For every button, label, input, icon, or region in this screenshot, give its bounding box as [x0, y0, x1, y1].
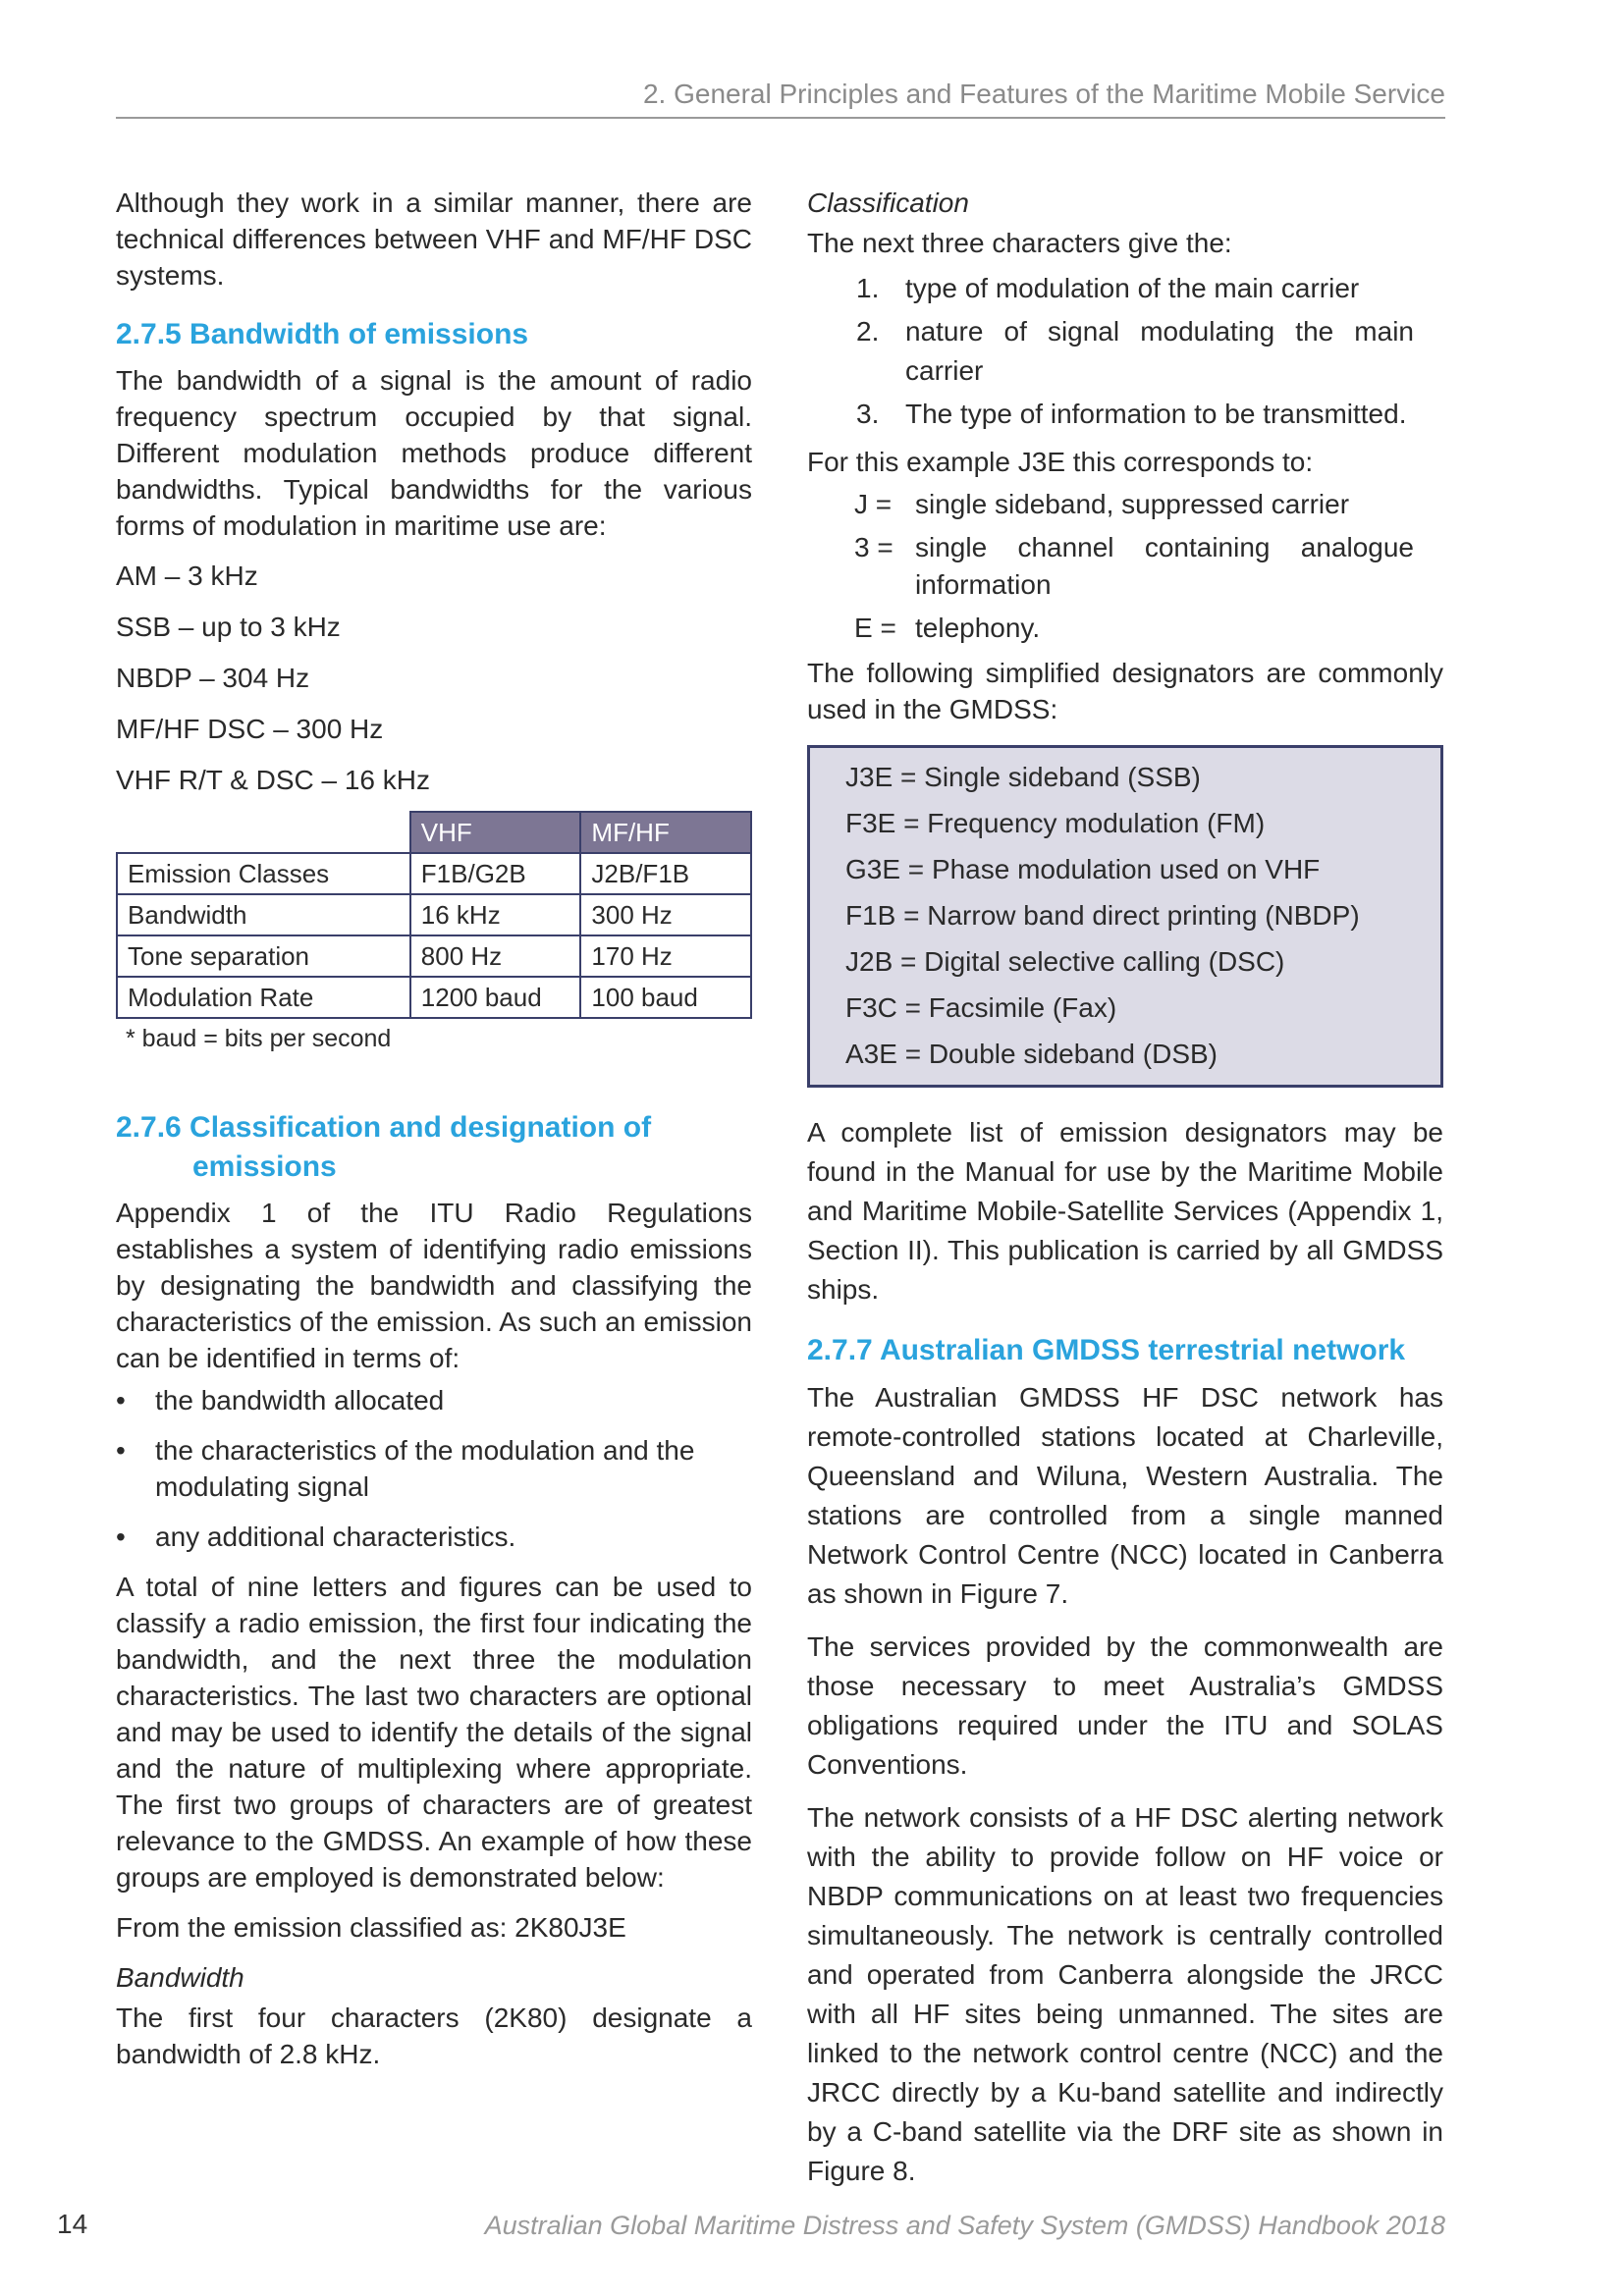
emission-table: [116, 811, 752, 1019]
list-item: [807, 610, 1443, 647]
designator-item: J3E = Single sideband (SSB): [845, 762, 1201, 792]
bullet-icon: •: [116, 1522, 126, 1552]
bullet-icon: •: [116, 1385, 126, 1415]
bandwidth-ssb: SSB – up to 3 kHz: [116, 612, 341, 642]
definition-text: single sideband, suppressed carrier: [915, 489, 1350, 519]
header-rule: [116, 117, 1445, 119]
classification-label: Classification: [807, 187, 969, 218]
list-item-text: any additional characteristics.: [155, 1522, 516, 1552]
example-intro: For this example J3E this corresponds to:: [807, 447, 1314, 477]
table-row: [117, 935, 751, 977]
list-item-text: the characteristics of the modulation and the modulating signal: [155, 1435, 695, 1502]
bandwidth-paragraph: The bandwidth of a signal is the amount of radio frequency spectrum occupied by that signal. Different modulation methods produce different bandwidths. Typical bandwidths for the various forms of modulation in maritime use are:: [116, 365, 752, 541]
example-emission: From the emission classified as: 2K80J3E: [116, 1912, 626, 1943]
table-row: [117, 853, 751, 894]
classification-list: [807, 269, 1443, 434]
classification-paragraph: Appendix 1 of the ITU Radio Regulations establishes a system of identifying radio emissions by designating the bandwidth and classifying the characteristics of the emission. As such an emission can be identified in terms of:: [116, 1198, 752, 1373]
network-paragraph-2: The services provided by the commonwealth are those necessary to meet Australia’s GMDSS obligations required under the ITU and SOLAS Conventions.: [807, 1631, 1443, 1780]
list-number: 1.: [856, 273, 880, 303]
section-2-7-6-heading: [116, 1108, 752, 1187]
designator-item: G3E = Phase modulation used on VHF: [845, 854, 1321, 884]
bandwidth-label: Bandwidth: [116, 1962, 244, 1993]
bullet-icon: •: [116, 1435, 126, 1466]
list-number: 2.: [856, 316, 880, 347]
list-item-text: The type of information to be transmitted.: [905, 399, 1407, 429]
table-cell: 100 baud: [580, 977, 751, 1018]
list-item: [807, 312, 1443, 391]
list-item: [807, 486, 1443, 523]
running-header: 2. General Principles and Features of the Maritime Mobile Service: [642, 79, 1445, 109]
definition-key: 3 =: [854, 532, 893, 562]
section-2-7-6-heading-line2: emissions: [192, 1150, 337, 1183]
table-cell: Emission Classes: [117, 853, 410, 894]
j3e-definitions: [807, 486, 1443, 647]
table-footnote: * baud = bits per second: [126, 1025, 392, 1052]
bandwidth-mfhf-dsc: MF/HF DSC – 300 Hz: [116, 714, 384, 744]
list-item: [807, 269, 1443, 308]
network-paragraph-1: The Australian GMDSS HF DSC network has remote-controlled stations located at Charleville, Queensland and Wiluna, Western Australia. The stations are controlled from a single manned Network Control Centre (NCC) located in Canberra as shown in Figure 7.: [807, 1382, 1443, 1609]
designator-item: J2B = Digital selective calling (DSC): [845, 946, 1285, 977]
table-row: [117, 894, 751, 935]
section-2-7-7-heading: 2.7.7 Australian GMDSS terrestrial network: [807, 1334, 1406, 1366]
designator-item: F3E = Frequency modulation (FM): [845, 808, 1266, 838]
table-header-mfhf: MF/HF: [580, 812, 751, 853]
bandwidth-nbdp: NBDP – 304 Hz: [116, 663, 310, 693]
definition-text: telephony.: [915, 613, 1041, 643]
table-cell: Tone separation: [117, 935, 410, 977]
page-number: 14: [57, 2209, 88, 2239]
network-paragraph-3: The network consists of a HF DSC alerting network with the ability to provide follow on HF voice or NBDP communications on at least two frequencies simultaneously. The network is centrally controlled and operated from Canberra alongside the JRCC with all HF sites being unmanned. The sites are linked to the network control centre (NCC) and the JRCC directly by a Ku-band satellite and indirectly by a C-band satellite via the DRF site as shown in Figure 8.: [807, 1802, 1443, 2186]
table-cell: Modulation Rate: [117, 977, 410, 1018]
definition-key: E =: [854, 613, 896, 643]
list-item-text: nature of signal modulating the main carrier: [905, 316, 1414, 386]
complete-list-paragraph: A complete list of emission designators may be found in the Manual for use by the Maritime Mobile and Maritime Mobile-Satellite Services (Appendix 1, Section II). This publication is carried by all GMDSS ships.: [807, 1117, 1443, 1305]
bandwidth-explanation: The first four characters (2K80) designate a bandwidth of 2.8 kHz.: [116, 2002, 752, 2069]
bandwidth-vhf: VHF R/T & DSC – 16 kHz: [116, 765, 431, 795]
definition-key: J =: [854, 489, 893, 519]
emission-terms-list: [116, 1382, 752, 1555]
table-corner-cell: [117, 812, 410, 853]
list-item-text: type of modulation of the main carrier: [905, 273, 1360, 303]
table-cell: 170 Hz: [580, 935, 751, 977]
table-row: [117, 977, 751, 1018]
designator-item: A3E = Double sideband (DSB): [845, 1039, 1218, 1069]
list-item: [807, 529, 1443, 604]
right-column: [807, 185, 1443, 2205]
designator-item: F3C = Facsimile (Fax): [845, 992, 1117, 1023]
section-2-7-5-heading: 2.7.5 Bandwidth of emissions: [116, 318, 529, 350]
table-cell: 16 kHz: [410, 894, 581, 935]
table-cell: J2B/F1B: [580, 853, 751, 894]
designators-box: [807, 745, 1443, 1088]
list-number: 3.: [856, 399, 880, 429]
nine-characters-paragraph: A total of nine letters and figures can be used to classify a radio emission, the first four indicating the bandwidth, and the next three the modulation characteristics. The last two characters are optional and may be used to identify the details of the signal and the nature of multiplexing where appropriate. The first two groups of characters are of greatest relevance to the GMDSS. An example of how these groups are employed is demonstrated below:: [116, 1572, 752, 1893]
list-item-text: the bandwidth allocated: [155, 1385, 445, 1415]
table-cell: 300 Hz: [580, 894, 751, 935]
left-column: [116, 185, 752, 2086]
list-item: [116, 1519, 752, 1555]
definition-text: single channel containing analogue information: [915, 532, 1414, 600]
designator-item: F1B = Narrow band direct printing (NBDP): [845, 900, 1360, 931]
designators-intro: The following simplified designators are commonly used in the GMDSS:: [807, 658, 1443, 724]
table-cell: F1B/G2B: [410, 853, 581, 894]
table-cell: 800 Hz: [410, 935, 581, 977]
footer-publication-title: Australian Global Maritime Distress and Safety System (GMDSS) Handbook 2018: [484, 2211, 1445, 2240]
list-item: [807, 395, 1443, 434]
bandwidth-am: AM – 3 kHz: [116, 561, 258, 591]
table-cell: 1200 baud: [410, 977, 581, 1018]
classification-intro: The next three characters give the:: [807, 228, 1232, 258]
table-header-row: [117, 812, 751, 853]
section-2-7-6-heading-line1: 2.7.6 Classification and designation of: [116, 1111, 652, 1144]
list-item: [116, 1382, 752, 1418]
table-header-vhf: VHF: [410, 812, 581, 853]
table-cell: Bandwidth: [117, 894, 410, 935]
list-item: [116, 1432, 752, 1505]
intro-paragraph: Although they work in a similar manner, there are technical differences between VHF and MF/HF DSC systems.: [116, 187, 752, 291]
